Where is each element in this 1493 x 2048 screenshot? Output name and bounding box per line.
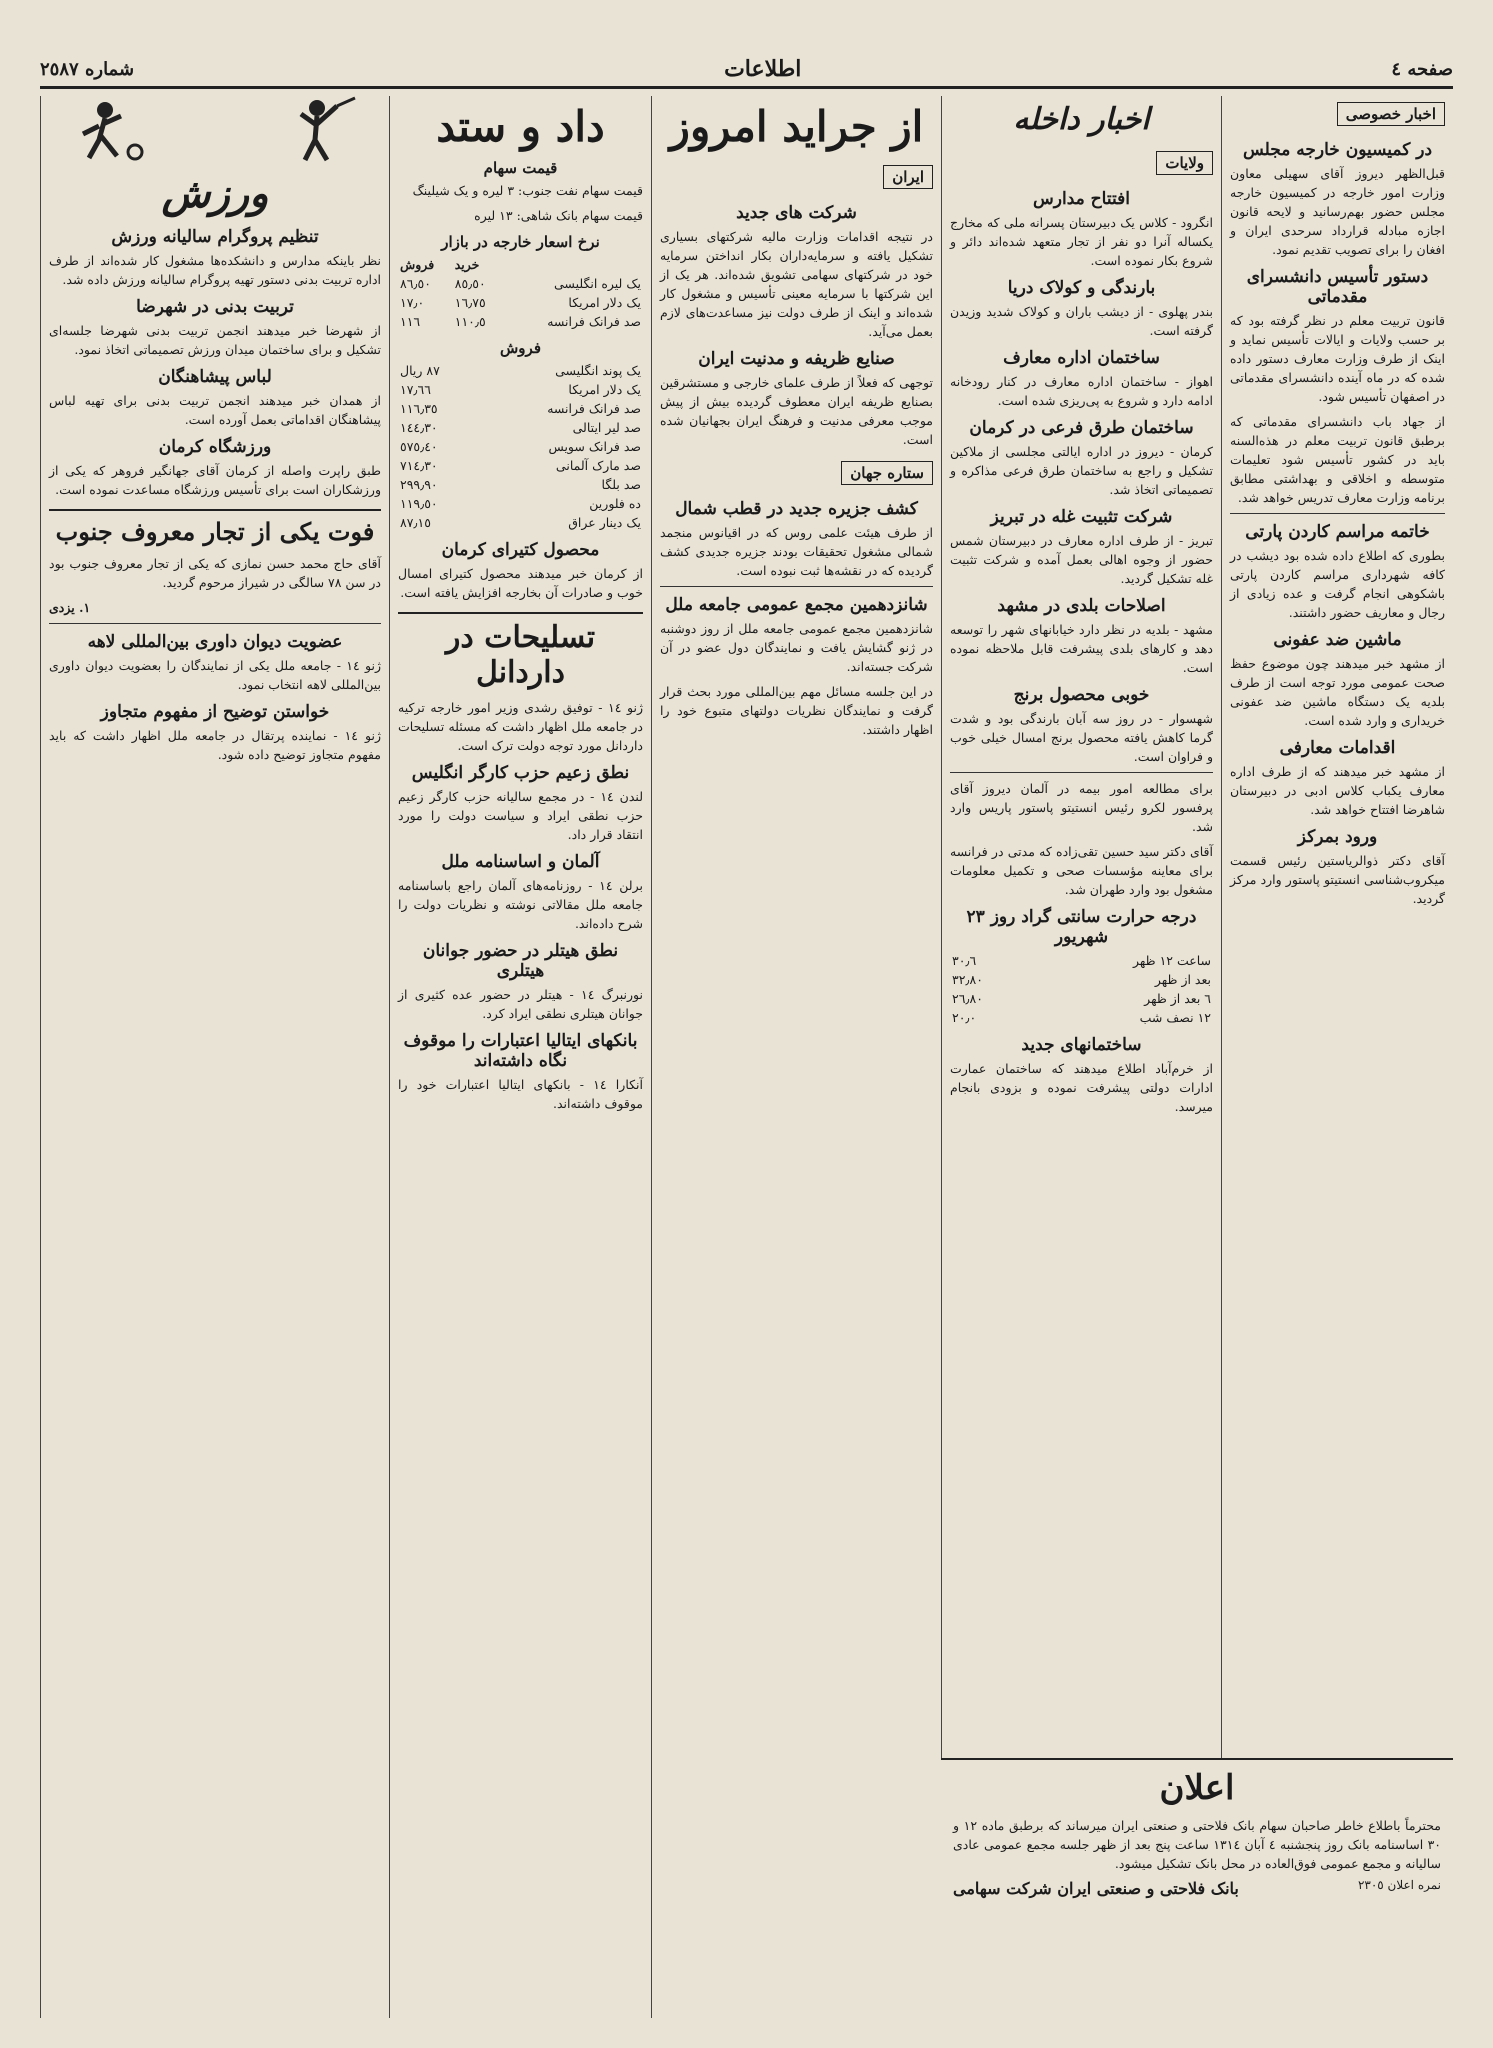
table-row: [398, 293, 643, 312]
table-row: [950, 970, 1213, 989]
title-press-review: از جراید امروز: [669, 102, 924, 151]
stock-price-line: قیمت سهام بانک شاهی: ١٣ لیره: [474, 208, 643, 223]
headline: تنظیم پروگرام سالیانه ورزش: [111, 227, 319, 247]
headline: خواستن توضیح از مفهوم متجاوز: [100, 702, 330, 722]
article-text: قانون تربیت معلم در نظر گرفته بود که بر حسب ولایات و ایالات تأسیس نماید و اینک از طرف وزارت معارف دستور داده شده که در ماه آینده دانشسرای مقدماتی در اصفهان تأسیس شود.: [1230, 313, 1445, 404]
rate-value: ٢٩٩٫٩٠: [400, 477, 438, 492]
temp-value: ٢٦٫٨٠: [952, 991, 983, 1006]
article-text: آقای دکتر سید حسین تقی‌زاده که مدتی در فرانسه برای معاینه مؤسسات صحی و تکمیل معلومات مشغول بود وارد طهران شد.: [950, 844, 1213, 897]
header-name: [503, 255, 643, 274]
article-text: کرمان - دیروز در اداره ایالتی مجلسی از ملاکین تشکیل و راجع به ساختمان طرق فرعی مذاکره و تصمیماتی اتخاذ شد.: [950, 444, 1213, 497]
article-text: برای مطالعه امور بیمه در آلمان دیروز آقای پرفسور لکرو رئیس انستیتو پاستور پاریس وارد شد.: [950, 781, 1213, 834]
issue-number: شماره ٢٥٨٧: [40, 58, 135, 80]
article-text: شانزدهمین مجمع عمومی جامعه ملل از روز دوشنبه در ژنو گشایش یافت و نمایندگان دول عضو در آن شرکت جسته‌اند.: [660, 621, 933, 674]
table-row: [398, 456, 643, 475]
paper-name: اطلاعات: [724, 56, 802, 82]
currency-name: یک دلار امریکا: [568, 295, 641, 310]
masthead: [40, 52, 1453, 89]
currency-name: ده فلورین: [589, 496, 641, 511]
columns: [40, 96, 1453, 2018]
column-sports: [40, 96, 389, 2018]
subhead-stock-prices: قیمت سهام: [483, 159, 558, 177]
temp-label: ٦ بعد از ظهر: [1144, 991, 1211, 1006]
table-row: [398, 274, 643, 293]
article-text: آقای حاج محمد حسن نمازی که یکی از تجار معروف جنوب بود در سن ٧٨ سالگی در شیراز مرحوم گردید.: [49, 556, 381, 590]
article-text: شهسوار - در روز سه آبان بارندگی بود و شدت گرما کاهش یافته محصول برنج امسال خیلی خوب و فراوان است.: [950, 711, 1213, 764]
table-header-row: [398, 255, 643, 274]
rate-value: ٨٧ ریال: [400, 363, 440, 378]
section-world-star: ستاره جهان: [841, 461, 933, 485]
article-text: نورنبرگ ١٤ - هیتلر در حضور عده کثیری از جوانان هیتلری نطقی ایراد کرد.: [398, 987, 643, 1021]
article-text: توجهی که فعلاً از طرف علمای خارجی و مستشرقین بصنایع ظریفه ایران معطوف گردیده بیش از پیش موجب معرفی مدنیت و فرهنگ ایران بجهانیان شده است.: [660, 375, 933, 447]
notice-text: محترماً باطلاع خاطر صاحبان سهام بانک فلاحتی و صنعتی ایران میرساند که برطبق ماده ١٢ و ٣٠ اساسنامه بانک روز پنجشنبه ٤ آبان ١٣١٤ ساعت پنج بعد از ظهر جلسه مجمع عمومی عادی سالیانه و مجمع عمومی فوق‌العاده در محل بانک تشکیل میشود.: [953, 1818, 1441, 1871]
header-buy: خرید: [454, 257, 480, 272]
headline: شرکت تثبیت غله در تبریز: [990, 507, 1173, 527]
banner-domestic-news: اخبار داخله: [1013, 102, 1150, 137]
headline: اصلاحات بلدی در مشهد: [997, 596, 1166, 616]
table-row: [398, 513, 643, 532]
temp-label: ساعت ١٢ ظهر: [1132, 953, 1211, 968]
table-row: [950, 989, 1213, 1008]
bank-rate-table: [398, 361, 643, 532]
notice-title: اعلان: [1159, 1768, 1235, 1808]
currency-name: یک دلار امریکا: [568, 382, 641, 397]
temp-label: بعد از ظهر: [1154, 972, 1211, 987]
headline: شانزدهمین مجمع عمومی جامعه ملل: [665, 595, 928, 615]
article-text: در نتیجه اقدامات وزارت مالیه شرکتهای بسیاری تشکیل یافته و سرمایه‌داران بکار انداختن سرمایه خود در شرکتهای سهامی تشویق شده‌اند. هر یک از این شرکتها با سرمایه معینی تأسیس و مشغول کار شده‌اند و اینک از طرف دولت نیز مساعدت‌های لازم بعمل می‌آید.: [660, 229, 933, 339]
buy-rate: ١٦٫٧٥: [454, 295, 486, 310]
sell-rate: ١٧٫٠: [400, 295, 425, 310]
currency-name: صد فرانک فرانسه: [547, 314, 641, 329]
rate-value: ١١٩٫٥٠: [400, 496, 438, 511]
headline: خوبی محصول برنج: [1013, 685, 1150, 705]
headline: ساختمانهای جدید: [1021, 1035, 1142, 1055]
article-text: بطوری که اطلاع داده شده بود دیشب در کافه شهرداری مراسم کاردن پارتی باشکوهی انجام گرفت و عده زیادی از رجال و معاریف حضور داشتند.: [1230, 548, 1445, 620]
article-text: ژنو ١٤ - جامعه ملل یکی از نمایندگان را بعضویت دیوان داوری بین‌المللی لاهه انتخاب نمود.: [49, 658, 382, 692]
currency-name: یک پوند انگلیسی: [555, 363, 641, 378]
article-text: مشهد - بلدیه در نظر دارد خیابانهای شهر را توسعه دهد و کارهای بلدی پیشرفت قابل ملاحظه نموده است.: [950, 622, 1213, 675]
currency-name: صد لیر ایتالی: [572, 420, 641, 435]
rate-value: ٥٧٥٫٤٠: [400, 439, 438, 454]
table-row: [398, 475, 643, 494]
headline: لباس پیشاهنگان: [158, 367, 272, 387]
article-text: از شهرضا خبر میدهند انجمن تربیت بدنی شهرضا جلسه‌ای تشکیل و برای ساختمان میدان ورزش تصمیماتی اتخاذ نمود.: [49, 323, 381, 357]
section-provinces: ولایات: [1156, 151, 1213, 175]
header-sell: فروش: [400, 257, 435, 272]
currency-name: صد بلگا: [601, 477, 641, 492]
article-text: قبل‌الظهر دیروز آقای سهیلی معاون وزارت امور خارجه در کمیسیون خارجه مجلس حضور بهم‌رسانید و لایحه قانون اجازه مبادله قرارداد سرحدی ایران و افغان را برای تصویب تقدیم نمود.: [1230, 166, 1445, 257]
buy-rate: ١١٠٫٥: [454, 314, 486, 329]
article-text: انگرود - کلاس یک دبیرستان پسرانه ملی که مخارج یکساله آنرا دو نفر از تجار متعهد شده‌اند دائر و شروع بکار نموده است.: [950, 215, 1213, 268]
table-row: [398, 380, 643, 399]
headline: خاتمه مراسم کاردن پارتی: [1245, 522, 1430, 542]
headline: افتتاح مدارس: [1033, 189, 1130, 209]
table-row: [398, 437, 643, 456]
headline: بانکهای ایتالیا اعتبارات را موقوف نگاه داشته‌اند: [403, 1031, 638, 1071]
title-dardanelles: تسلیحات در داردانل: [398, 612, 643, 690]
sell-rate: ٨٦٫٥٠: [400, 276, 431, 291]
article-text: در این جلسه مسائل مهم بین‌المللی مورد بحث قرار گرفت و نمایندگان نظریات دولتهای متبوع خود را اظهار داشتند.: [660, 684, 933, 737]
headline-temperature: درجه حرارت سانتی گراد روز ٢٣ شهریور: [966, 907, 1197, 947]
headline: بارندگی و کولاک دریا: [1007, 278, 1156, 298]
temperature-table: [950, 951, 1213, 1027]
headline: ورود بمرکز: [1297, 827, 1378, 847]
headline: کشف جزیره جدید در قطب شمال: [675, 499, 918, 519]
column-private-news: [1221, 96, 1453, 2018]
subhead-sell: فروش: [499, 339, 541, 357]
headline: شرکت های جدید: [736, 203, 857, 223]
article-text: برلن ١٤ - روزنامه‌های آلمان راجع باساسنامه جامعه ملل مقالاتی نوشته و نظریات دولت را شرح داده‌اند.: [398, 878, 643, 931]
rate-value: ١٤٤٫٣٠: [400, 420, 438, 435]
article-text: طبق راپرت واصله از کرمان آقای جهانگیر فروهر که یکی از ورزشکاران است برای تأسیس ورزشگاه مساعدت نموده است.: [49, 463, 381, 497]
temp-value: ٣٠٫٦: [952, 953, 977, 968]
headline: ساختمان طرق فرعی در کرمان: [969, 418, 1194, 438]
temp-value: ٢٠٫٠: [952, 1010, 977, 1025]
notice-box: [941, 1758, 1453, 2018]
title-trade: داد و ستد: [436, 102, 605, 151]
notice-number: نمره اعلان ٢٣٠٥: [1357, 1878, 1441, 1892]
rate-value: ٨٧٫١٥: [400, 515, 431, 530]
table-row: [950, 1008, 1213, 1027]
headline-obituary: فوت یکی از تجار معروف جنوب: [49, 509, 381, 546]
section-private-news: اخبار خصوصی: [1337, 102, 1445, 126]
column-trade: [389, 96, 651, 2018]
article-text: از طرف هیئت علمی روس که در اقیانوس منجمد شمالی مشغول تحقیقات بودند جزیره جدیدی کشف گردیده که در نقشه‌ها ثبت نبوده است.: [660, 525, 933, 578]
table-row: [398, 418, 643, 437]
currency-name: صد مارک آلمانی: [555, 458, 641, 473]
subhead-exchange-rates: نرخ اسعار خارجه در بازار: [441, 233, 600, 251]
rate-value: ١٧٫٦٦: [400, 382, 431, 397]
article-text: آنکارا ١٤ - بانکهای ایتالیا اعتبارات خود را موقوف داشته‌اند.: [398, 1077, 643, 1111]
table-row: [398, 399, 643, 418]
rate-value: ٧١٤٫٣٠: [400, 458, 438, 473]
table-row: [398, 312, 643, 331]
article-text: آقای دکتر ذوالریاستین رئیس قسمت میکروب‌شناسی انستیتو پاستور وارد مرکز گردید.: [1230, 853, 1445, 906]
article-text: بندر پهلوی - از دیشب باران و کولاک شدید وزیدن گرفته است.: [950, 304, 1213, 338]
article-text: ژنو ١٤ - نماینده پرتقال در جامعه ملل اظهار داشت که باید مفهوم متجاوز توضیح داده شود.: [49, 728, 381, 762]
headline: آلمان و اساسنامه ملل: [441, 852, 600, 872]
article-text: از همدان خبر میدهند انجمن تربیت بدنی برای تهیه لباس پیشاهنگان اقداماتی بعمل آورده است.: [49, 393, 381, 427]
headline: اقدامات معارفی: [1279, 738, 1396, 758]
temp-label: ١٢ نصف شب: [1139, 1010, 1211, 1025]
sports-players-icon: [65, 96, 365, 166]
currency-name: یک دینار عراق: [568, 515, 641, 530]
table-row: [950, 951, 1213, 970]
currency-name: صد فرانک فرانسه: [547, 401, 641, 416]
article-text: تبریز - از طرف اداره معارف در دبیرستان شمس حضور از وجوه اهالی بعمل آمده و شرکت تثبیت غله تشکیل گردید.: [950, 533, 1213, 586]
headline: محصول کتیرای کرمان: [441, 540, 600, 560]
headline: ورزشگاه کرمان: [158, 437, 272, 457]
headline: نطق هیتلر در حضور جوانان هیتلری: [422, 941, 619, 981]
section-iran: ایران: [883, 165, 933, 189]
notice-signature: بانک فلاحتی و صنعتی ایران شرکت سهامی: [953, 1879, 1239, 1898]
stock-price-line: قیمت سهام نفت جنوب: ٣ لیره و یک شیلینگ: [412, 183, 643, 198]
temp-value: ٣٢٫٨٠: [952, 972, 983, 987]
article-text: اهواز - ساختمان اداره معارف در کنار رودخانه ادامه دارد و شروع به پی‌ریزی شده است.: [950, 374, 1213, 408]
sell-rate: ١١٦: [400, 314, 421, 329]
headline: عضویت دیوان داوری بین‌المللی لاهه: [87, 632, 343, 652]
author-sign: ١. یزدی: [49, 600, 91, 615]
headline: دستور تأسیس دانشسرای مقدماتی: [1246, 267, 1429, 307]
column-press-review: [651, 96, 941, 2018]
article-text: لندن ١٤ - در مجمع سالیانه حزب کارگر زعیم حزب نطقی ایراد و سیاست دولت را مورد انتقاد قرار داد.: [398, 789, 643, 842]
currency-name: صد فرانک سویس: [548, 439, 641, 454]
table-row: [398, 494, 643, 513]
headline: نطق زعیم حزب کارگر انگلیس: [411, 763, 630, 783]
exchange-rate-table: [398, 255, 643, 331]
article-text: ژنو ١٤ - توفیق رشدی وزیر امور خارجه ترکیه در جامعه ملل اظهار داشت که مسئله تسلیحات داردانل مورد توجه دولت ترک است.: [398, 700, 643, 753]
headline: صنایع ظریفه و مدنیت ایران: [698, 349, 895, 369]
headline: ساختمان اداره معارف: [1003, 348, 1160, 368]
column-domestic-news: [941, 96, 1221, 2018]
headline: تربیت بدنی در شهرضا: [136, 297, 294, 317]
currency-name: یک لیره انگلیسی: [554, 276, 641, 291]
article-text: از مشهد خبر میدهند که از طرف اداره معارف یکباب کلاس ادبی در دبیرستان شاهرضا افتتاح خواهد شد.: [1230, 764, 1445, 817]
title-sports: ورزش: [161, 170, 269, 217]
article-text: از جهاد باب دانشسرای مقدماتی که برطبق قانون تربیت معلم در هذه‌السنه باید در کشور تأسیس شود تعلیمات متوسطه و اخلاقی و بهداشتی مطابق برنامه وزارت معارف تدریس خواهد شد.: [1230, 414, 1445, 505]
table-row: [398, 361, 643, 380]
headline: ماشین ضد عفونی: [1273, 630, 1402, 650]
headline: در کمیسیون خارجه مجلس: [1242, 140, 1433, 160]
buy-rate: ٨٥٫٥٠: [454, 276, 486, 291]
article-text: از مشهد خبر میدهند چون موضوع حفظ صحت عمومی مورد توجه است از طرف بلدیه یک دستگاه ماشین ضد عفونی خریداری و وارد شده است.: [1230, 656, 1445, 728]
rate-value: ١١٦٫٣٥: [400, 401, 438, 416]
article-text: از خرم‌آباد اطلاع میدهند که ساختمان عمارت ادارات دولتی پیشرفت نموده و بزودی بانجام میرسد.: [950, 1061, 1213, 1114]
article-text: از کرمان خبر میدهند محصول کتیرای امسال خوب و صادرات آن بخارجه افزایش یافته است.: [398, 566, 643, 600]
page-number: صفحه ٤: [1391, 58, 1453, 80]
article-text: نظر باینکه مدارس و دانشکده‌ها مشغول کار شده‌اند از طرف اداره تربیت بدنی دستور تهیه پروگرام سالیانه ورزش داده شد.: [49, 253, 381, 287]
